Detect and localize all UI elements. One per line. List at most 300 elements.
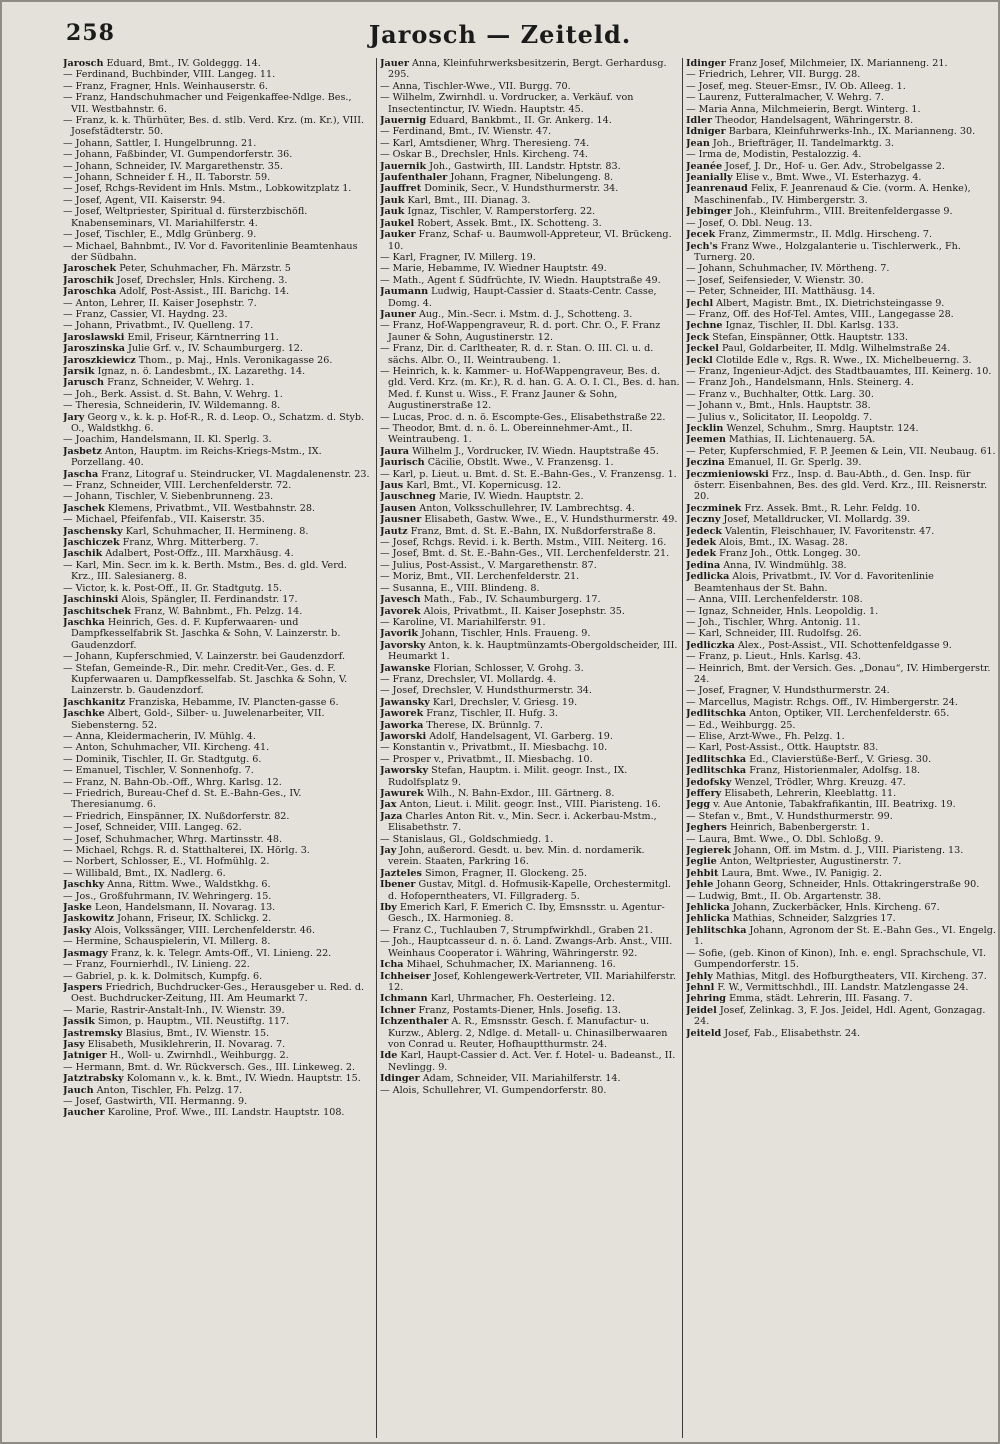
entry-text: — Michael, Pfeifenfab., VII. Kaiserstr. 35. <box>63 514 265 526</box>
directory-entry <box>686 286 998 297</box>
entry-text: — Anton, Lehrer, II. Kaiser Josephstr. 7. <box>63 297 257 309</box>
entry-surname: Jax <box>380 799 397 811</box>
directory-entry <box>380 491 680 502</box>
directory-entry <box>63 856 371 867</box>
directory-entry <box>63 754 371 765</box>
directory-entry <box>686 218 998 229</box>
directory-entry <box>63 469 371 480</box>
directory-entry <box>63 206 371 229</box>
entry-text: Karl, Drechsler, V. Griesg. 19. <box>432 696 578 708</box>
entry-surname: Jean <box>686 137 710 149</box>
entry-text: Franz, Zimmermstr., II. Mdlg. Hirscheng. 7. <box>718 229 933 241</box>
entry-text: Alois, Bmt., IX. Wasag. 28. <box>719 537 848 549</box>
entry-surname: Jaschek <box>63 502 105 514</box>
entry-text: Johann, Fragner, Nibelungeng. 8. <box>450 172 614 184</box>
entry-text: Franz, Historienmaler, Adolfsg. 18. <box>749 765 921 777</box>
directory-entry <box>380 560 680 571</box>
entry-surname: Jaschensky <box>63 525 123 537</box>
directory-entry <box>686 868 998 879</box>
entry-surname: Jeczina <box>686 457 725 469</box>
entry-text: Wenzel, Schuhm., Smrg. Hauptstr. 124. <box>726 423 919 434</box>
entry-text: — Hermine, Schauspielerin, VI. Millerg. 8. <box>63 936 271 948</box>
directory-entry <box>686 537 998 548</box>
directory-entry <box>686 241 998 264</box>
entry-text: — Stanislaus, Gl., Goldschmiedg. 1. <box>380 833 554 845</box>
entry-text: — Franz, Fournierhdl., IV. Linieng. 22. <box>63 959 250 971</box>
directory-entry <box>686 708 998 719</box>
directory-entry <box>63 320 371 331</box>
entry-surname: Jauschneg <box>380 491 436 503</box>
directory-entry <box>380 685 680 696</box>
entry-surname: Jarsik <box>63 365 95 377</box>
entry-text: — Ignaz, Schneider, Hnls. Leopoldig. 1. <box>686 605 879 617</box>
entry-text: Albert, Magistr. Bmt., IX. Dietrichsteingasse 9. <box>716 297 945 309</box>
directory-entry <box>686 309 998 320</box>
entry-surname: Jedeck <box>686 525 722 537</box>
entry-surname: Jehnl <box>686 981 715 993</box>
entry-text: — Franz, Handschuhmacher und Feigenkaffee-Ndlge. Bes., VII. Westbahnstr. 6. <box>63 92 352 115</box>
entry-surname: Jeghers <box>686 822 727 834</box>
entry-text: — Laurenz, Futteralmacher, V. Wehrg. 7. <box>686 92 885 104</box>
directory-column-2 <box>380 58 680 1438</box>
entry-text: Ignaz, Tischler, II. Dbl. Karlsg. 133. <box>725 320 899 332</box>
directory-entry <box>686 446 998 457</box>
entry-text: Heinrich, Ges. d. F. Kupferwaaren- und Dampfkesselfabrik St. Jaschka & Sohn, V. Lainzerstr. b. Gaudenzdorf. <box>71 616 341 651</box>
directory-entry <box>380 708 680 719</box>
entry-text: — Prosper v., Privatbmt., II. Miesbachg. 10. <box>380 753 593 765</box>
directory-entry <box>686 765 998 776</box>
directory-entry <box>686 457 998 468</box>
entry-text: — Peter, Kupferschmied, F. P. Jeemen & Lein, VII. Neubaug. 61. <box>686 445 996 457</box>
directory-entry <box>380 263 680 274</box>
entry-text: Julie Grf. v., IV. Schaumburgerg. 12. <box>128 343 303 355</box>
entry-text: — Josef, Weltpriester, Spiritual d. fürsterzbischöfl. Knabenseminars, VI. Mariahilferstr. 4. <box>63 206 308 229</box>
directory-entry <box>63 412 371 435</box>
directory-entry <box>63 526 371 537</box>
entry-text: — Karl, Amtsdiener, Whrg. Theresieng. 74. <box>380 137 590 149</box>
directory-entry <box>686 275 998 286</box>
entry-text: — Theresia, Schneiderin, IV. Wildemanng. 8. <box>63 400 281 412</box>
entry-surname: Jatztrabsky <box>63 1073 124 1085</box>
directory-entry <box>63 138 371 149</box>
directory-entry <box>686 571 998 594</box>
directory-entry <box>63 959 371 970</box>
entry-text: — Johann, Faßbinder, VI. Gumpendorferstr. 36. <box>63 149 293 161</box>
entry-text: Franz, Schneider, V. Wehrg. 1. <box>107 377 255 389</box>
entry-text: — Julius v., Solicitator, II. Leopoldg. 7. <box>686 411 873 423</box>
entry-text: — Stefan, Gemeinde-R., Dir. mehr. Credit-Ver., Ges. d. F. Kupferwaaren u. Dampfkesselfab. St. Jaschka & Sohn, V. Lainzerstr. b. Gaudenzdorf. <box>63 662 348 697</box>
entry-text: — Anna, VIII. Lerchenfelderstr. 108. <box>686 594 863 606</box>
entry-surname: Ichzenthaler <box>380 1016 449 1028</box>
directory-entry <box>686 434 998 445</box>
entry-text: Ignaz, n. ö. Landesbmt., IX. Lazarethg. 14. <box>97 365 306 377</box>
entry-text: Josef, Kohlengewerk-Vertreter, VII. Mariahilferstr. 12. <box>388 970 677 993</box>
entry-text: Josef, Drechsler, Hnls. Kircheng. 3. <box>116 274 288 286</box>
entry-text: — Franz, Dir. d. Carltheater, R. d. r. Stan. O. III. Cl. u. d. sächs. Albr. O., II. Weintraubeng. 1. <box>380 343 654 366</box>
directory-entry <box>686 993 998 1004</box>
directory-entry <box>63 195 371 206</box>
entry-surname: Jauker <box>380 229 416 241</box>
entry-surname: Icha <box>380 959 404 971</box>
entry-text: — Julius, Post-Assist., V. Margarethenstr. 87. <box>380 559 597 571</box>
directory-entry <box>686 742 998 753</box>
entry-text: Franz, Litograf u. Steindrucker, VI. Magdalenenstr. 23. <box>101 468 370 480</box>
directory-entry <box>380 617 680 628</box>
entry-text: — Ed., Weihburgg. 25. <box>686 719 796 731</box>
entry-surname: Jasmagy <box>63 947 108 959</box>
directory-entry <box>686 343 998 354</box>
entry-surname: Jasy <box>63 1038 85 1050</box>
directory-entry <box>380 457 680 468</box>
directory-entry <box>686 92 998 103</box>
entry-surname: Jeidel <box>686 1004 717 1016</box>
entry-surname: Ide <box>380 1050 398 1062</box>
entry-surname: Jaroslawski <box>63 331 125 343</box>
entry-text: Anton, Hauptm. im Reichs-Kriegs-Mstm., IX. Porzellang. 40. <box>71 445 322 469</box>
entry-text: — Josef, Fragner, V. Hundsthurmerstr. 24. <box>686 685 890 697</box>
directory-entry <box>686 640 998 651</box>
page-number: 258 <box>66 20 115 46</box>
directory-entry <box>380 423 680 446</box>
entry-text: Gustav, Mitgl. d. Hofmusik-Kapelle, Orchestermitgl. d. Hofoperntheaters, VI. Fillgraderg. 5. <box>388 879 671 902</box>
directory-entry <box>63 115 371 138</box>
entry-surname: Jaworek <box>380 708 424 720</box>
entry-text: Heinrich, Babenbergerstr. 1. <box>729 822 870 834</box>
directory-entry <box>380 720 680 731</box>
entry-text: Wenzel, Trödler, Whrg. Kreuzg. 47. <box>734 776 906 788</box>
directory-entry <box>686 126 998 137</box>
entry-surname: Jaucher <box>63 1107 105 1119</box>
entry-text: — Math., Agent f. Südfrüchte, IV. Wiedn. Hauptstraße 49. <box>380 274 661 286</box>
entry-surname: Jazteles <box>380 867 422 879</box>
directory-entry <box>63 913 371 924</box>
directory-entry <box>686 834 998 845</box>
entry-surname: Jasbetz <box>63 445 102 457</box>
directory-entry <box>63 69 371 80</box>
directory-entry <box>686 982 998 993</box>
directory-entry <box>380 537 680 548</box>
entry-text: Franz Joh., Ottk. Longeg. 30. <box>719 548 861 560</box>
directory-entry <box>63 845 371 856</box>
entry-surname: Jasky <box>63 924 92 936</box>
directory-entry <box>63 480 371 491</box>
entry-text: Alois, Privatbmt., IV. Vor d. Favoritenlinie Beamtenhaus der St. Bahn. <box>694 571 934 594</box>
directory-entry <box>380 902 680 925</box>
directory-entry <box>63 1107 371 1118</box>
entry-text: Josef, Fab., Elisabethstr. 24. <box>724 1027 861 1039</box>
directory-entry <box>686 332 998 343</box>
entry-text: — Franz, Schneider, VIII. Lerchenfelderstr. 72. <box>63 480 292 492</box>
entry-text: Franz, Tischler, II. Hufg. 3. <box>426 708 559 720</box>
entry-surname: Ichner <box>380 1004 416 1016</box>
directory-entry <box>63 1016 371 1027</box>
entry-text: Adolf, Handelsagent, VI. Garberg. 19. <box>429 730 613 742</box>
entry-text: Johann, Friseur, IX. Schlickg. 2. <box>117 913 272 925</box>
directory-entry <box>63 275 371 286</box>
entry-surname: Jehbit <box>686 867 719 879</box>
entry-text: Franziska, Hebamme, IV. Plancten-gasse 6. <box>128 696 339 708</box>
entry-text: Laura, Bmt. Wwe., IV. Panigig. 2. <box>721 867 882 879</box>
entry-text: Cäcilie, Obstlt. Wwe., V. Franzensg. 1. <box>427 457 614 469</box>
directory-entry <box>63 355 371 366</box>
entry-surname: Jebinger <box>686 206 732 218</box>
entry-surname: Jecklin <box>686 423 724 434</box>
entry-text: Franz Josef, Milchmeier, IX. Marianneng. 21. <box>728 58 948 69</box>
entry-surname: Jedina <box>686 559 721 571</box>
entry-surname: Jausen <box>380 502 417 514</box>
entry-surname: Jechl <box>686 297 714 309</box>
directory-entry <box>380 971 680 994</box>
directory-entry <box>63 606 371 617</box>
directory-entry <box>63 1073 371 1084</box>
entry-text: — Susanna, E., VIII. Blindeng. 8. <box>380 582 540 594</box>
entry-surname: Jedliczka <box>686 639 735 651</box>
entry-surname: Jauernig <box>380 115 427 127</box>
directory-entry <box>63 936 371 947</box>
directory-entry <box>686 298 998 309</box>
directory-entry <box>380 206 680 217</box>
entry-text: — Stefan v., Bmt., V. Hundsthurmerstr. 99. <box>686 810 893 822</box>
directory-entry <box>380 640 680 663</box>
directory-entry <box>63 765 371 776</box>
directory-entry <box>686 400 998 411</box>
directory-entry <box>380 218 680 229</box>
directory-entry <box>63 1005 371 1016</box>
entry-text: — Heinrich, k. k. Kammer- u. Hof-Wappengraveur, Bes. d. gld. Verd. Krz. (m. Kr.), R. d. han. G. A. O. I. Cl., Bes. d. han. Med. f. Kunst u. Wiss., F. Franz Jauner & Sohn, Augustinerstraße 12. <box>380 365 680 412</box>
directory-entry <box>63 434 371 445</box>
entry-text: — Franz, Off. des Hof-Tel. Amtes, VIII., Langegasse 28. <box>686 308 954 320</box>
entry-surname: Jaschka <box>63 616 105 628</box>
entry-surname: Jaus <box>380 480 404 492</box>
directory-entry <box>686 469 998 503</box>
entry-surname: Jaroszkiewicz <box>63 354 136 366</box>
entry-text: Johann, Tischler, Hnls. Fraueng. 9. <box>421 628 591 640</box>
entry-text: Valentin, Fleischhauer, IV. Favoritenstr. 47. <box>725 525 935 537</box>
entry-text: Franz Wwe., Holzgalanterie u. Tischlerwerk., Fh. Turnerg. 20. <box>694 240 961 263</box>
entry-text: — Josef, Agent, VII. Kaiserstr. 94. <box>63 194 226 206</box>
entry-surname: Jauk <box>380 206 405 218</box>
entry-surname: Jedofsky <box>686 776 732 788</box>
entry-text: — Theodor, Bmt. d. n. ö. L. Obereinnehmer-Amt., II. Weintraubeng. 1. <box>380 423 633 446</box>
directory-entry <box>63 868 371 879</box>
entry-surname: Jautz <box>380 525 408 537</box>
entry-text: Elisabeth, Musiklehrerin, II. Novarag. 7. <box>87 1038 286 1050</box>
directory-entry <box>63 400 371 411</box>
entry-text: Anton, Weltpriester, Augustinerstr. 7. <box>719 856 902 868</box>
directory-entry <box>63 594 371 605</box>
entry-text: Karl, Bmt., VI. Kopernicusg. 12. <box>406 480 562 492</box>
entry-surname: Jehring <box>686 993 727 1005</box>
entry-text: Alex., Post-Assist., VII. Schottenfeldgasse 9. <box>737 639 952 651</box>
entry-text: — Konstantin v., Privatbmt., II. Miesbachg. 10. <box>380 742 608 754</box>
directory-entry <box>686 514 998 525</box>
entry-text: Wilhelm J., Vordrucker, IV. Wiedn. Hauptstraße 45. <box>412 445 659 457</box>
directory-entry <box>63 377 371 388</box>
entry-text: Franz, Postamts-Diener, Hnls. Josefig. 13. <box>418 1004 621 1016</box>
directory-entry <box>63 537 371 548</box>
directory-entry <box>63 834 371 845</box>
directory-entry <box>63 446 371 469</box>
directory-entry <box>63 389 371 400</box>
directory-entry <box>63 183 371 194</box>
entry-text: Therese, IX. Brünnlg. 7. <box>426 719 543 731</box>
directory-entry <box>63 1096 371 1107</box>
directory-entry <box>686 58 998 69</box>
entry-surname: Jeckl <box>686 354 713 366</box>
directory-entry <box>380 1073 680 1084</box>
directory-entry <box>686 731 998 742</box>
entry-text: Eduard, Bmt., IV. Goldeggg. 14. <box>106 58 261 69</box>
directory-entry <box>380 92 680 115</box>
entry-surname: Jeckel <box>686 343 719 355</box>
entry-surname: Jassik <box>63 1016 95 1028</box>
directory-entry <box>686 594 998 605</box>
entry-surname: Jehlicka <box>686 913 730 925</box>
entry-text: — Friedrich, Lehrer, VII. Burgg. 28. <box>686 69 861 81</box>
entry-surname: Jay <box>380 845 397 857</box>
directory-entry <box>686 526 998 537</box>
entry-surname: Jarusch <box>63 377 105 389</box>
entry-text: — Franz, Drechsler, VI. Mollardg. 4. <box>380 673 557 685</box>
entry-text: Klemens, Privatbmt., VII. Westbahnstr. 28. <box>107 502 316 514</box>
directory-entry <box>686 845 998 856</box>
entry-text: Anton, Optiker, VII. Lerchenfelderstr. 65. <box>749 708 950 720</box>
directory-entry <box>380 925 680 936</box>
directory-entry <box>380 320 680 343</box>
directory-entry <box>380 834 680 845</box>
directory-entry <box>380 799 680 810</box>
entry-surname: Jauffret <box>380 183 422 195</box>
entry-text: Elisabeth, Lehrerin, Kleeblattg. 11. <box>724 788 897 799</box>
entry-text: Karl, Bmt., III. Dianag. 3. <box>407 194 531 206</box>
entry-text: — Michael, Bahnbmt., IV. Vor d. Favoritenlinie Beamtenhaus der Südbahn. <box>63 240 358 263</box>
directory-entry <box>380 879 680 902</box>
entry-surname: Jeglie <box>686 856 717 868</box>
directory-entry <box>63 879 371 890</box>
directory-entry <box>686 754 998 765</box>
entry-surname: Jecek <box>686 229 716 241</box>
entry-surname: Jausner <box>380 514 422 526</box>
directory-entry <box>380 275 680 286</box>
directory-entry <box>63 948 371 959</box>
entry-surname: Jauer <box>380 58 409 69</box>
entry-surname: Jaroszinska <box>63 343 125 355</box>
entry-text: Marie, IV. Wiedn. Hauptstr. 2. <box>438 491 584 503</box>
entry-text: — Johann, Privatbmt., IV. Quelleng. 17. <box>63 320 254 332</box>
entry-text: Mathias, Mitgl. des Hofburgtheaters, VII. Kircheng. 37. <box>715 970 987 982</box>
directory-entry <box>380 58 680 81</box>
directory-entry <box>380 412 680 423</box>
entry-surname: Jaza <box>380 810 403 822</box>
directory-entry <box>686 697 998 708</box>
entry-text: Anton, Lieut. i. Milit. geogr. Inst., VIII. Piaristeng. 16. <box>399 799 661 811</box>
entry-text: — Franz v., Buchhalter, Ottk. Larg. 30. <box>686 388 874 400</box>
entry-surname: Jaschik <box>63 548 103 560</box>
directory-entry <box>686 548 998 559</box>
entry-text: Emanuel, II. Gr. Sperlg. 39. <box>727 457 862 469</box>
entry-text: Johann, Off. im Mstm. d. J., VIII. Piaristeng. 13. <box>733 845 964 857</box>
directory-entry <box>686 902 998 913</box>
directory-entry <box>686 777 998 788</box>
entry-surname: Jawansky <box>380 696 430 708</box>
entry-text: Karl, Haupt-Cassier d. Act. Ver. f. Hotel- u. Badeanst., II. Nevlingg. 9. <box>388 1050 676 1073</box>
entry-text: — Franz, Cassier, VI. Haydng. 23. <box>63 308 228 320</box>
entry-surname: Jegierek <box>686 845 731 857</box>
directory-entry <box>686 377 998 388</box>
entry-text: Alois, Volkssänger, VIII. Lerchenfelderstr. 46. <box>94 924 316 936</box>
entry-surname: Jaschiczek <box>63 537 120 549</box>
directory-entry <box>63 172 371 183</box>
entry-text: Emil, Friseur, Kärntnerring 11. <box>127 331 279 343</box>
entry-text: — Alois, Schullehrer, VI. Gumpendorferstr. 80. <box>380 1084 607 1096</box>
entry-text: — Franz, Ingenieur-Adjct. des Stadtbauamtes, III. Keinerg. 10. <box>686 365 992 377</box>
entry-text: — Johann, Schneider f. H., II. Taborstr. 59. <box>63 172 271 184</box>
directory-entry <box>63 332 371 343</box>
directory-entry <box>63 697 371 708</box>
entry-text: Leon, Handelsmann, II. Novarag. 13. <box>94 902 276 914</box>
entry-text: Franz, Whrg. Mitterberg. 7. <box>122 537 259 549</box>
entry-text: — Franz C., Tuchlauben 7, Strumpfwirkhdl., Graben 21. <box>380 924 653 936</box>
directory-entry <box>686 799 998 810</box>
directory-entry <box>686 115 998 126</box>
entry-text: Anna, Rittm. Wwe., Waldstkhg. 6. <box>107 879 271 891</box>
entry-text: Karl, Uhrmacher, Fh. Oesterleing. 12. <box>430 993 615 1005</box>
directory-entry <box>63 1050 371 1061</box>
entry-text: — Joh., Tischler, Whrg. Antonig. 11. <box>686 616 861 628</box>
directory-entry <box>380 788 680 799</box>
entry-text: Anna, Kleinfuhrwerksbesitzerin, Bergt. Gerhardusg. 295. <box>388 58 667 81</box>
entry-text: F. W., Vermittschhdl., III. Landstr. Matzlengasse 24. <box>717 981 969 993</box>
entry-text: — Johann, Kupferschmied, V. Lainzerstr. bei Gaudenzdorf. <box>63 651 345 663</box>
entry-surname: Jedek <box>686 537 717 549</box>
entry-surname: Jaura <box>380 445 410 457</box>
directory-entry <box>63 971 371 982</box>
entry-surname: Jeanée <box>686 160 723 172</box>
directory-entry <box>380 81 680 92</box>
entry-text: Elisabeth, Gastw. Wwe., E., V. Hundsthurmerstr. 49. <box>424 514 678 526</box>
directory-entry <box>380 195 680 206</box>
entry-surname: Javesch <box>380 594 421 606</box>
entry-text: — Karl, Schneider, III. Rudolfsg. 26. <box>686 628 862 640</box>
entry-surname: Jaurisch <box>380 457 425 469</box>
entry-text: Simon, p. Hauptm., VII. Neustiftg. 117. <box>97 1016 290 1028</box>
entry-text: Emerich Karl, F. Emerich C. Iby, Emsnsstr. u. Agentur-Gesch., IX. Harmonieg. 8. <box>388 902 665 925</box>
entry-surname: Jeffery <box>686 788 722 799</box>
entry-text: Franz, W. Bahnbmt., Fh. Pelzg. 14. <box>134 605 303 617</box>
entry-text: Mathias, II. Lichtenauerg. 5A. <box>729 434 876 446</box>
entry-text: John, außerord. Gesdt. u. bev. Min. d. nordamerik. verein. Staaten, Parkring 16. <box>388 845 645 868</box>
entry-text: Josef, Metalldrucker, VI. Mollardg. 39. <box>723 514 911 526</box>
directory-entry <box>686 149 998 160</box>
directory-entry <box>380 697 680 708</box>
entry-surname: Jaufenthaler <box>380 172 448 184</box>
entry-surname: Jedlitschka <box>686 753 747 765</box>
entry-surname: Jaschkanitz <box>63 696 126 708</box>
directory-entry <box>63 286 371 297</box>
directory-entry <box>380 161 680 172</box>
entry-text: Josef, J. Dr., Hof- u. Ger. Adv., Strobelgasse 2. <box>725 160 945 172</box>
directory-entry <box>63 583 371 594</box>
entry-text: — Karl, p. Lieut. u. Bmt. d. St. E.-Bahn-Ges., V. Franzensg. 1. <box>380 468 677 480</box>
directory-entry <box>380 286 680 309</box>
directory-entry <box>380 1050 680 1073</box>
entry-surname: Jaschky <box>63 879 105 891</box>
entry-surname: Jaschinski <box>63 594 119 606</box>
entry-text: Franz, Bmt. d. St. E.-Bahn, IX. Nußdorferstraße 8. <box>410 525 656 537</box>
entry-text: — Karl, Post-Assist., Ottk. Hauptstr. 83. <box>686 742 879 754</box>
entry-text: — Josef, O. Dbl. Neug. 13. <box>686 217 813 229</box>
entry-text: — Franz, p. Lieut., Hnls. Karlsg. 43. <box>686 651 862 663</box>
